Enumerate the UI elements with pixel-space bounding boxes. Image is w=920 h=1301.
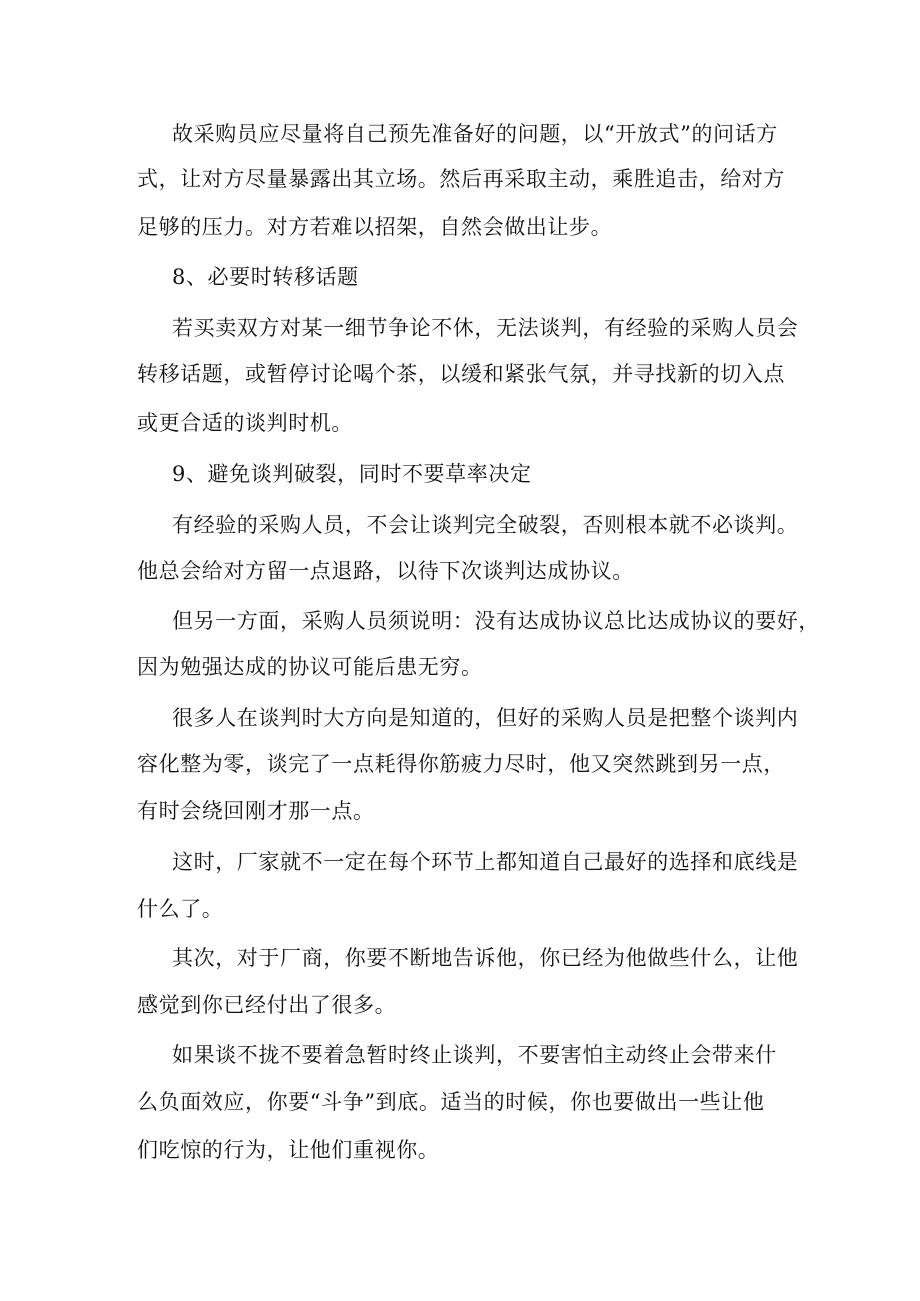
text-line: 什么了。: [137, 897, 224, 921]
text-line: 有时会绕回刚才那一点。: [137, 799, 375, 823]
text-line: 这时，厂家就不一定在每个环节上都知道自己最好的选择和底线是: [172, 850, 799, 874]
text-line: 感觉到你已经付出了很多。: [137, 993, 397, 1017]
text-line: 他总会给对方留一点退路，以待下次谈判达成协议。: [137, 559, 634, 583]
text-line: 很多人在谈判时大方向是知道的，但好的采购人员是把整个谈判内: [172, 706, 799, 730]
text-line: 若买卖双方对某一细节争论不休，无法谈判，有经验的采购人员会: [172, 316, 799, 340]
section-heading: 8、必要时转移话题: [172, 265, 359, 289]
text-line: 们吃惊的行为，让他们重视你。: [137, 1138, 440, 1162]
text-line: 足够的压力。对方若难以招架，自然会做出让步。: [137, 215, 613, 239]
text-line: 有经验的采购人员，不会让谈判完全破裂，否则根本就不必谈判。: [172, 513, 799, 537]
text-line: 故采购员应尽量将自己预先准备好的问题，以“开放式”的问话方: [172, 122, 778, 146]
text-line: 式，让对方尽量暴露出其立场。然后再采取主动，乘胜追击，给对方: [137, 167, 785, 191]
text-line: 但另一方面，采购人员须说明：没有达成协议总比达成协议的要好，: [172, 609, 820, 633]
text-line: 么负面效应，你要“斗争”到底。适当的时候，你也要做出一些让他: [137, 1090, 765, 1114]
text-line: 因为勉强达成的协议可能后患无穷。: [137, 655, 483, 679]
text-line: 转移话题，或暂停讨论喝个茶，以缓和紧张气氛，并寻找新的切入点: [137, 362, 785, 386]
text-line: 其次，对于厂商，你要不断地告诉他，你已经为他做些什么，让他: [172, 946, 799, 970]
text-line: 如果谈不拢不要着急暂时终止谈判，不要害怕主动终止会带来什: [172, 1043, 777, 1067]
text-line: 或更合适的谈判时机。: [137, 411, 353, 435]
section-heading: 9、避免谈判破裂，同时不要草率决定: [172, 462, 532, 486]
text-line: 容化整为零，谈完了一点耗得你筋疲力尽时，他又突然跳到另一点，: [137, 752, 785, 776]
